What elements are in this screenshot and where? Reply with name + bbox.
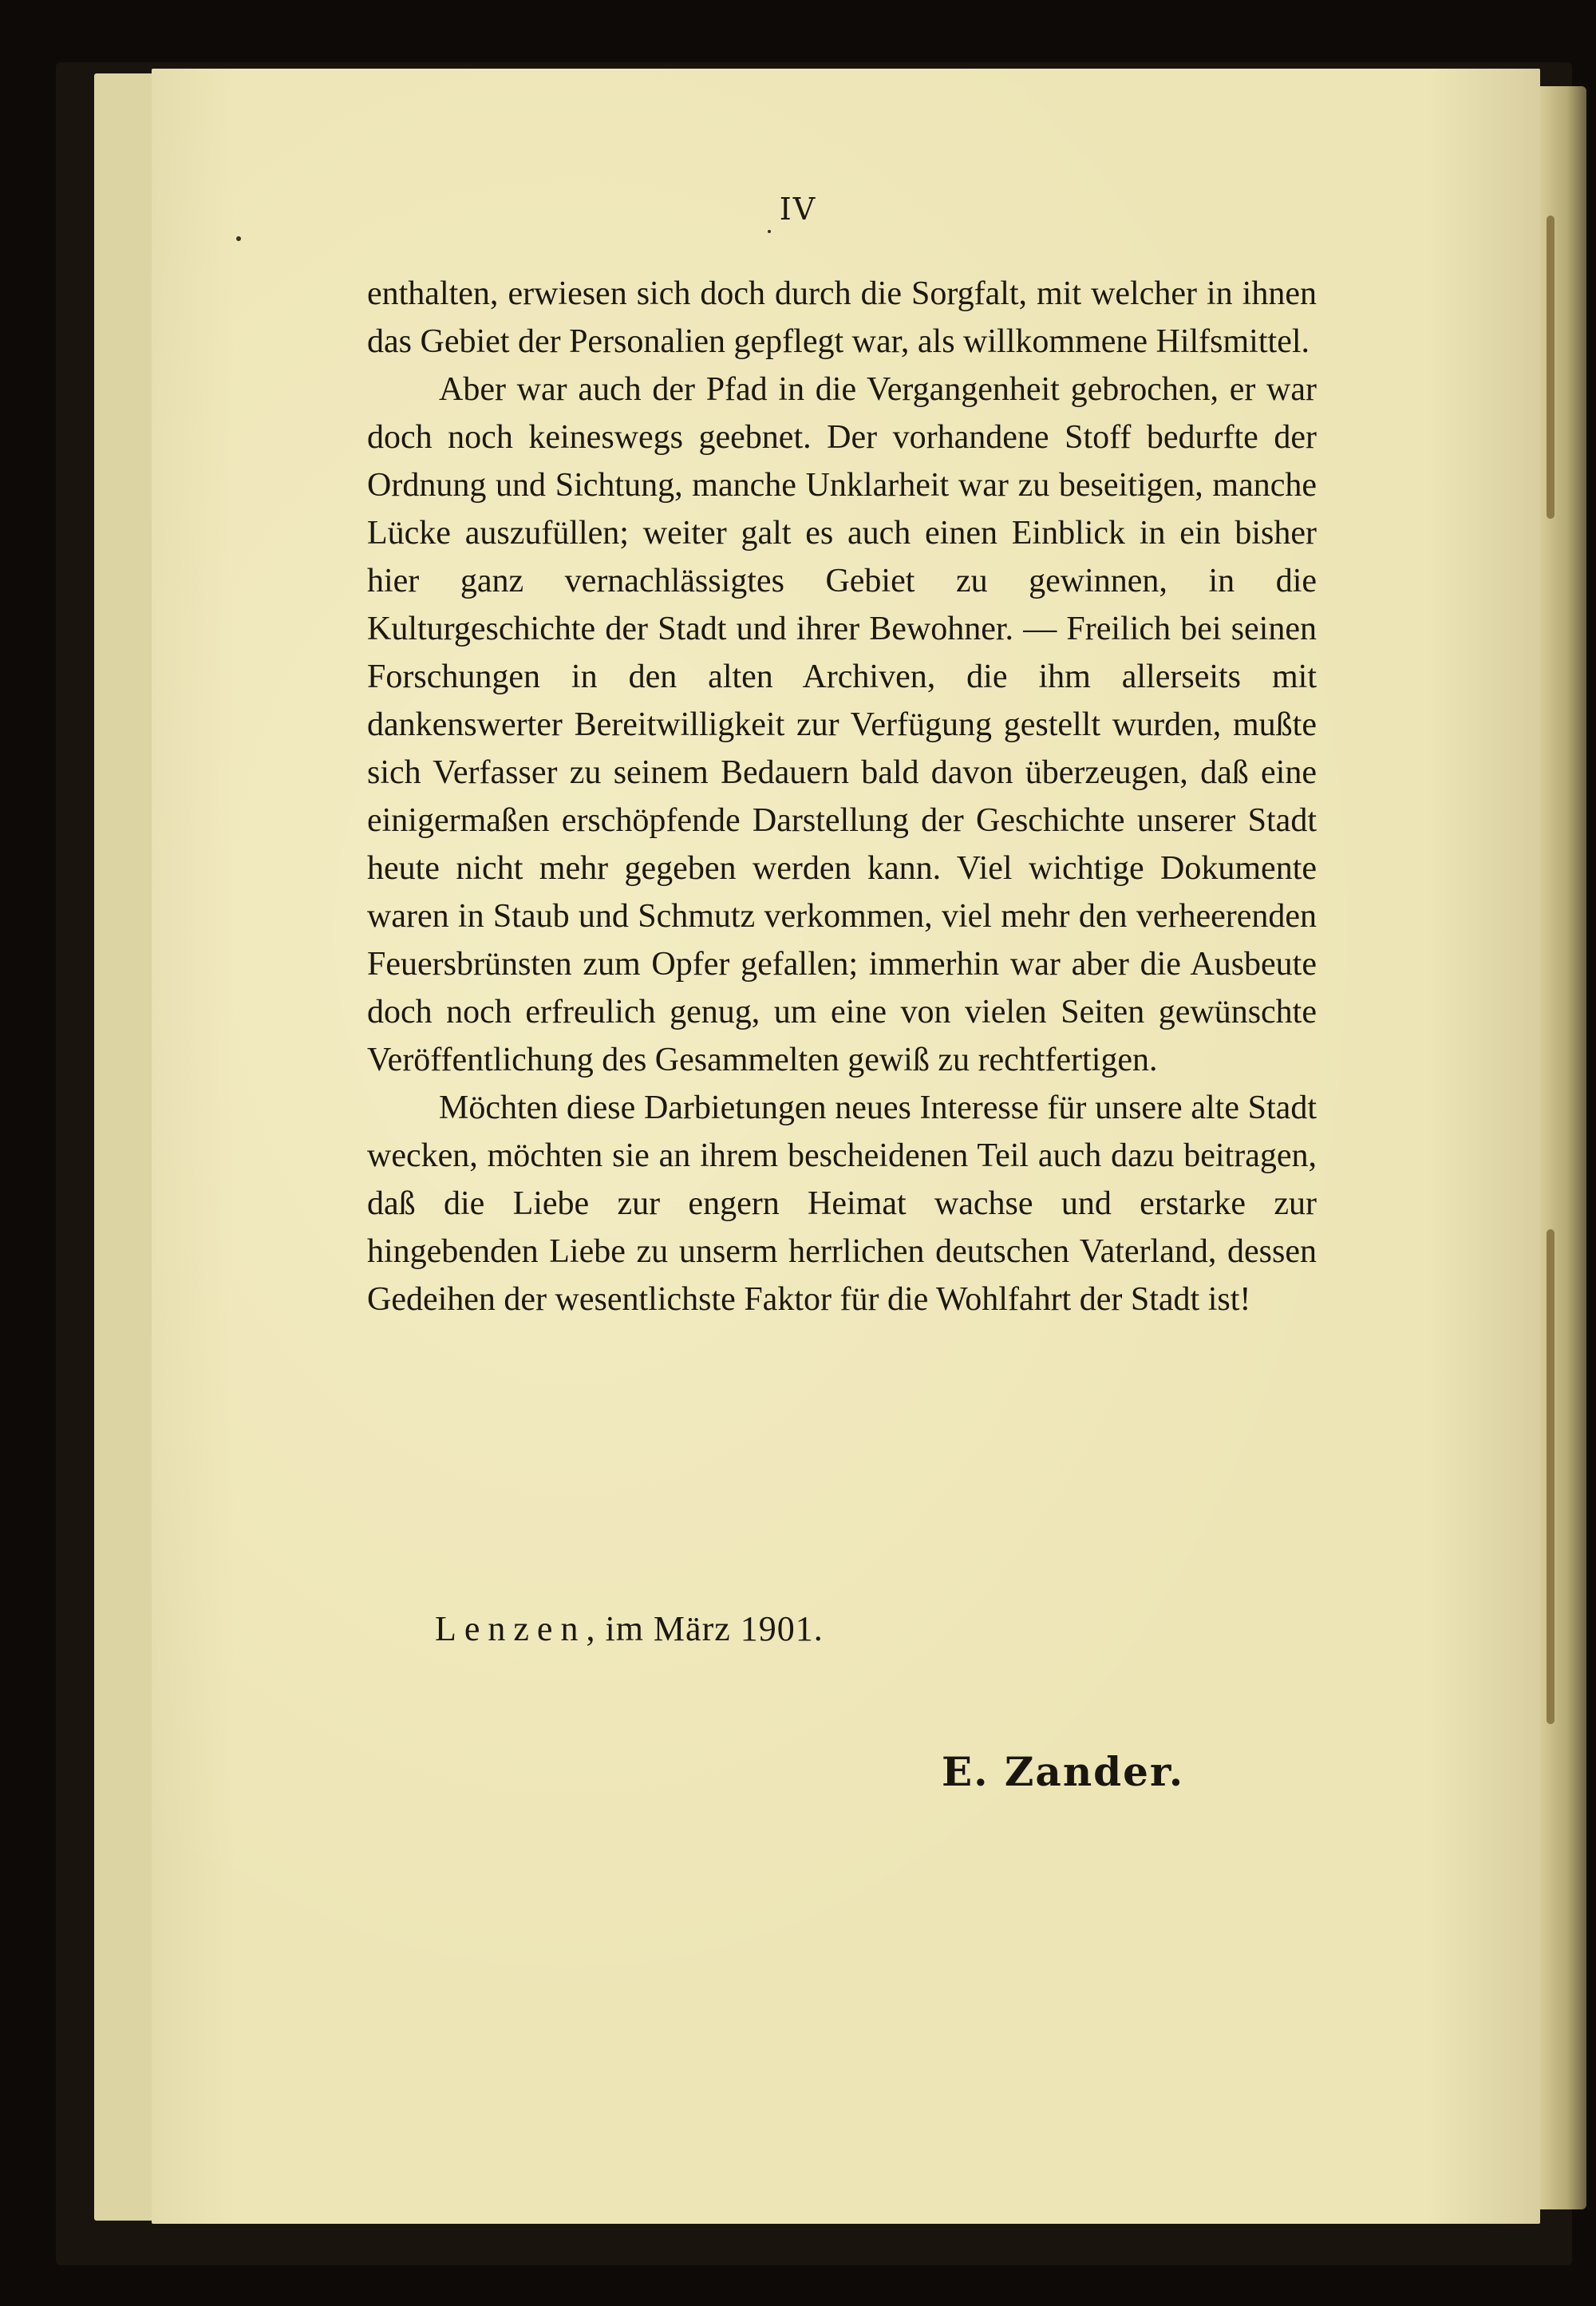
binding-thread (1547, 216, 1555, 519)
date-text: , im März 1901. (586, 1609, 824, 1648)
right-page-edge (1539, 86, 1586, 2209)
paragraph-3: Möchten diese Darbietungen neues Interesse für unsere alte Stadt wecken, möchten sie an ihrem bescheidenen Teil auch dazu beitragen, daß die Liebe zur engern Heimat wachse und erstarke zur hingebenden Liebe zu unserm herrlichen deutschen Vaterland, dessen Gedeihen der wesentlichste Faktor für die Wohlfahrt der Stadt ist! (367, 1090, 1317, 1318)
page-number: IV (779, 192, 817, 227)
author-signature: E. Zander. (942, 1748, 1185, 1795)
place-date-line (435, 1608, 824, 1649)
paragraph-1: enthalten, erwiesen sich doch durch die Sorgfalt, mit welcher in ihnen das Gebiet der Personalien gepflegt war, als willkommene Hilfsmittel. (367, 275, 1317, 360)
binding-thread (1547, 1229, 1555, 1724)
place-name: Lenzen (435, 1609, 587, 1648)
paper-speck (768, 230, 771, 233)
paper-speck (236, 236, 241, 241)
body-text (367, 270, 1317, 1323)
paragraph-2: Aber war auch der Pfad in die Vergangenheit gebrochen, er war doch noch keineswegs geebnet. Der vorhandene Stoff bedurfte der Ordnung und Sichtung, manche Unklarheit war zu beseitigen, manche Lücke auszufüllen; weiter galt es auch einen Einblick in ein bisher hier ganz vernachlässigtes Gebiet zu gewinnen, in die Kulturgeschichte der Stadt und ihrer Bewohner. — Freilich bei seinen Forschungen in den alten Archiven, die ihm allerseits mit dankenswerter Bereitwilligkeit zur Verfügung gestellt wurden, mußte sich Verfasser zu seinem Bedauern bald davon überzeugen, daß eine einigermaßen erschöpfende Darstellung der Geschichte unserer Stadt heute nicht mehr gegeben werden kann. Viel wichtige Dokumente waren in Staub und Schmutz verkommen, viel mehr den verheerenden Feuersbrünsten zum Opfer gefallen; immerhin war aber die Ausbeute doch noch erfreulich genug, um eine von vielen Seiten gewünschte Veröffentlichung des Gesammelten gewiß zu rechtfertigen. (367, 371, 1317, 1078)
